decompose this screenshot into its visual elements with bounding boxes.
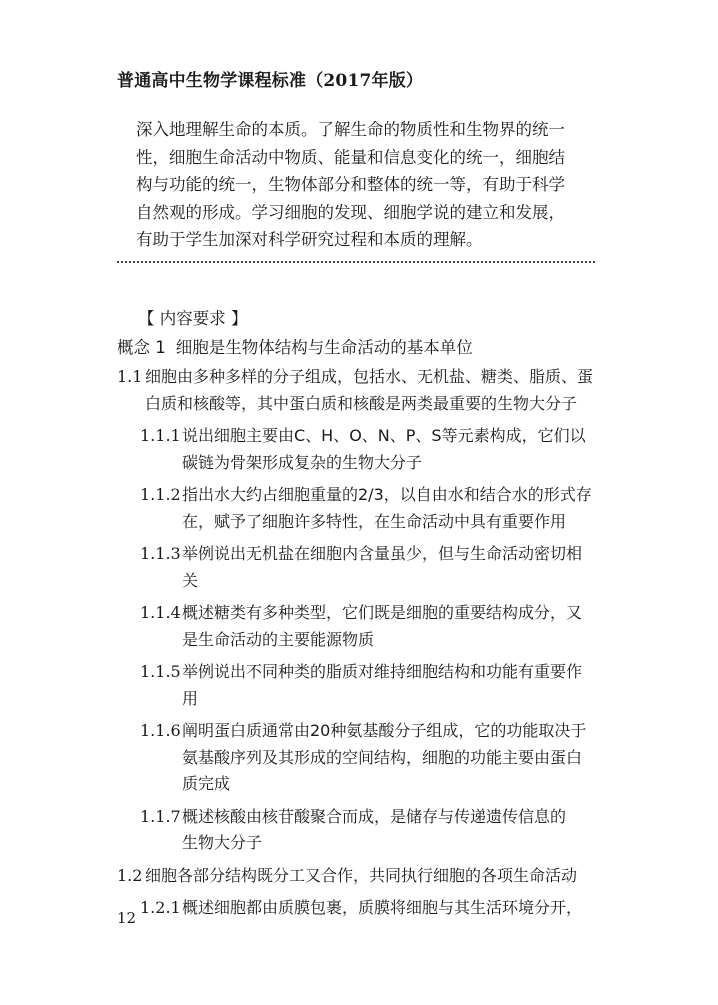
item-line: 质完成 (182, 774, 231, 793)
concept-heading (117, 334, 473, 358)
requirement-subitem (140, 659, 597, 712)
item-number: 1.1.7 (140, 806, 181, 826)
requirement-item (117, 863, 597, 890)
requirement-subitem (140, 600, 597, 653)
item-text (182, 600, 597, 653)
item-line: 阐明蛋白质通常由20种氨基酸分子组成，它的功能取决于 (182, 721, 587, 740)
page-number: 12 (117, 909, 137, 927)
item-line: 举例说出无机盐在细胞内含量虽少，但与生命活动密切相 (182, 544, 583, 563)
concept-title: 细胞是生物体结构与生命活动的基本单位 (175, 338, 473, 357)
requirement-subitem (140, 718, 597, 798)
item-number: 1.1.3 (140, 544, 181, 563)
item-number: 1.1 (117, 367, 143, 386)
intro-line: 自然观的形成。学习细胞的发现、细胞学说的建立和发展， (136, 202, 565, 222)
item-line: 是生命活动的主要能源物质 (182, 629, 375, 649)
intro-line: 有助于学生加深对科学研究过程和本质的理解。 (136, 230, 483, 249)
requirement-subitem (140, 541, 597, 594)
item-number: 1.1.6 (140, 721, 181, 740)
section-heading: 【 内容要求 】 (138, 309, 248, 328)
item-line: 概述细胞都由质膜包裹，质膜将细胞与其生活环境分开， (182, 898, 583, 917)
item-number: 1.2.1 (140, 898, 181, 917)
item-text (145, 364, 597, 417)
item-text (145, 863, 597, 890)
item-number: 1.1.2 (140, 485, 181, 504)
item-text (182, 718, 597, 798)
item-line: 关 (182, 570, 199, 590)
item-line: 概述糖类有多种类型，它们既是细胞的重要结构成分，又 (182, 603, 583, 622)
item-number: 1.1.4 (140, 603, 181, 622)
requirement-subitem (140, 895, 597, 922)
item-text (182, 541, 597, 594)
intro-paragraph (136, 116, 606, 254)
running-header: 普通高中生物学课程标准（2017年版） (117, 71, 424, 91)
item-text (182, 804, 597, 857)
item-line: 举例说出不同种类的脂质对维持细胞结构和功能有重要作 (182, 662, 583, 681)
item-line: 白质和核酸等，其中蛋白质和核酸是两类最重要的生物大分子 (145, 393, 578, 413)
item-line: 指出水大约占细胞重量的2/3，以自由水和结合水的形式存 (182, 485, 592, 504)
intro-line: 深入地理解生命的本质。了解生命的物质性和生物界的统一 (136, 120, 565, 139)
item-number: 1.2 (117, 865, 143, 885)
item-line: 说出细胞主要由C、H、O、N、P、S等元素构成，它们以 (182, 426, 586, 445)
requirement-subitem (140, 482, 597, 535)
item-text (182, 482, 597, 535)
requirements-list (117, 364, 597, 922)
dotted-divider (117, 261, 595, 263)
item-number: 1.1.5 (140, 662, 181, 681)
requirement-item (117, 364, 597, 417)
requirement-subitem (140, 423, 597, 476)
item-line: 氨基酸序列及其形成的空间结构，细胞的功能主要由蛋白 (182, 747, 583, 767)
item-line: 用 (182, 688, 199, 708)
item-text (182, 895, 597, 922)
item-number: 1.1.1 (140, 426, 181, 445)
intro-line: 性，细胞生命活动中物质、能量和信息变化的统一，细胞结 (136, 147, 565, 167)
item-line: 碳链为骨架形成复杂的生物大分子 (182, 452, 423, 472)
requirement-subitem (140, 804, 597, 857)
item-text (182, 423, 597, 476)
concept-number: 概念 1 (117, 338, 166, 357)
item-line: 概述核酸由核苷酸聚合而成，是储存与传递遗传信息的 (182, 806, 567, 826)
item-line: 细胞由多种多样的分子组成，包括水、无机盐、糖类、脂质、蛋 (145, 367, 594, 386)
item-line: 在，赋予了细胞许多特性，在生命活动中具有重要作用 (182, 511, 567, 531)
item-line: 生物大分子 (182, 833, 263, 852)
item-text (182, 659, 597, 712)
intro-line: 构与功能的统一，生物体部分和整体的统一等，有助于科学 (136, 175, 565, 194)
item-line: 细胞各部分结构既分工又合作，共同执行细胞的各项生命活动 (145, 865, 578, 885)
